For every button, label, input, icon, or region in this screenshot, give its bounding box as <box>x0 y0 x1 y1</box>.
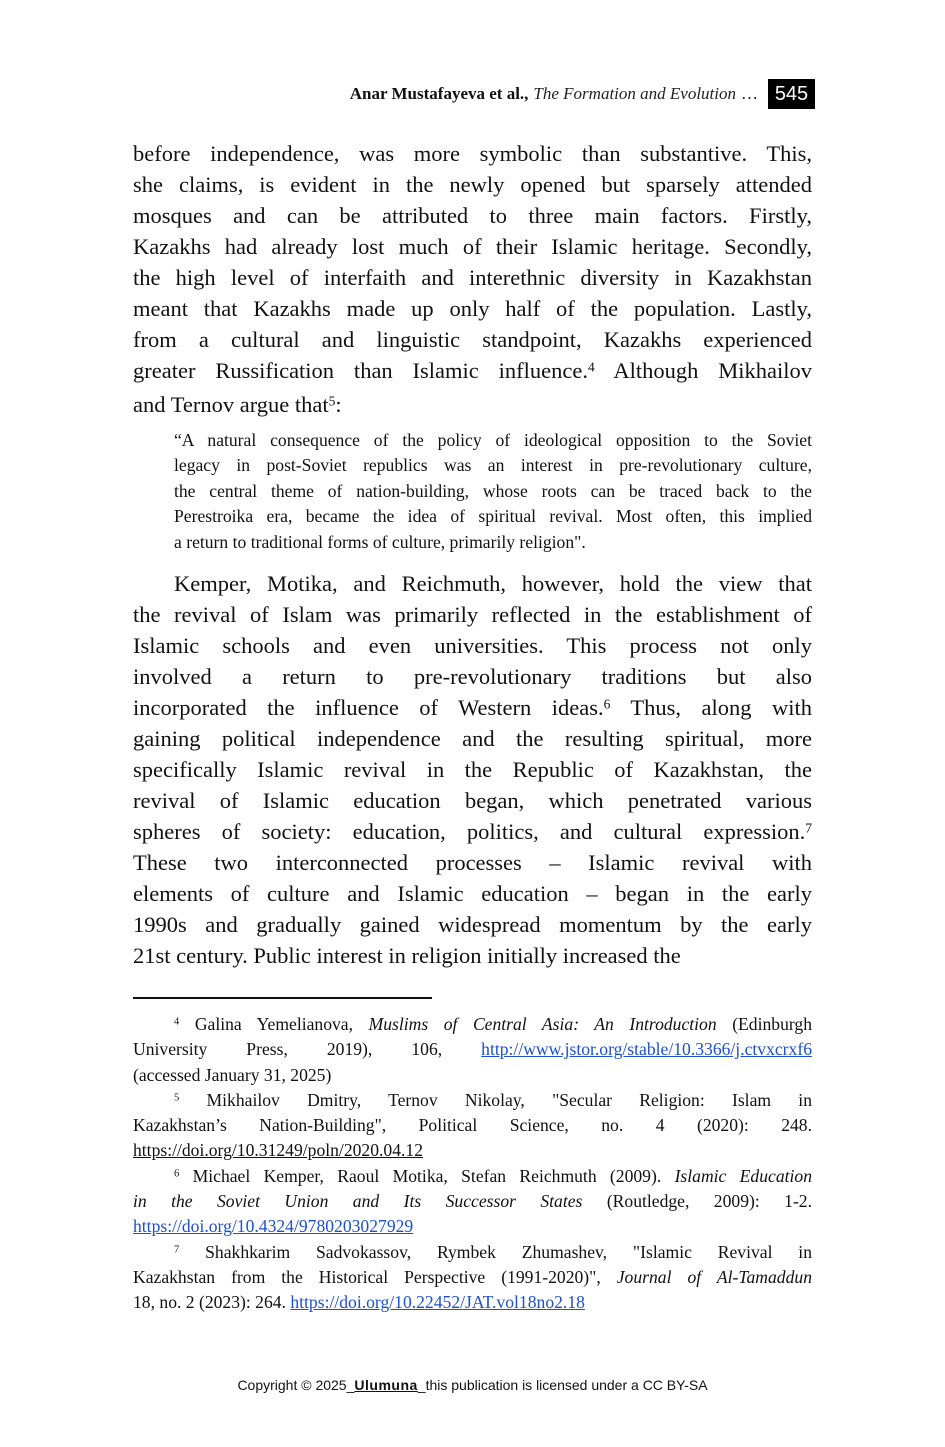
footnote <box>133 1164 812 1240</box>
text: (Routledge, 2009): 1-2. <box>582 1191 812 1212</box>
copyright-footer <box>0 1377 945 1393</box>
text: Kemper, Motika, and Reichmuth, however, hold the view that <box>174 571 812 596</box>
text: from a cultural and linguistic standpoint, Kazakhs experienced <box>133 327 812 352</box>
text: and Ternov argue that <box>133 392 329 417</box>
text: specifically Islamic revival in the Republic of Kazakhstan, the <box>133 757 812 782</box>
text-line <box>133 1138 812 1163</box>
text-line <box>174 428 812 453</box>
text-line <box>133 386 812 424</box>
footer-suffix: _this publication is licensed under a CC BY-SA <box>417 1377 708 1393</box>
text-line <box>133 940 812 971</box>
doi-link[interactable]: https://doi.org/10.22452/JAT.vol18no2.18 <box>290 1292 585 1313</box>
text-line <box>133 200 812 231</box>
footnote <box>133 1088 812 1164</box>
text-line <box>133 816 812 847</box>
doi-link[interactable]: https://doi.org/10.31249/poln/2020.04.12 <box>133 1140 423 1161</box>
text: “A natural consequence of the policy of ideological opposition to the Soviet <box>174 430 812 450</box>
text-line <box>133 1265 812 1290</box>
journal-logo: Ulumuna <box>354 1377 418 1393</box>
footnote-ref: 5 <box>328 393 336 409</box>
text: gaining political independence and the resulting spiritual, more <box>133 726 812 751</box>
text-line <box>133 138 812 169</box>
italic-text: Journal of Al-Tamaddun <box>616 1266 812 1287</box>
text: mosques and can be attributed to three main factors. Firstly, <box>133 203 812 228</box>
footnote-ref: 4 <box>174 1016 180 1028</box>
footnote-separator <box>133 997 432 999</box>
footnote-ref: 7 <box>805 820 812 836</box>
footnotes <box>133 1012 812 1316</box>
text-line <box>133 293 812 324</box>
block-quote <box>174 428 812 555</box>
footer-prefix: Copyright © 2025_ <box>237 1377 355 1393</box>
text-line <box>133 355 812 386</box>
text: 21st century. Public interest in religion initially increased the <box>133 943 681 968</box>
running-header <box>350 79 758 109</box>
text: she claims, is evident in the newly opened but sparsely attended <box>133 172 812 197</box>
page-number: 545 <box>768 79 815 109</box>
text-line <box>133 1240 812 1265</box>
text-line <box>133 1012 812 1037</box>
text: Michael Kemper, Raoul Motika, Stefan Reichmuth (2009). <box>179 1165 675 1186</box>
header-author: Anar Mustafayeva et al., <box>349 84 529 103</box>
text: Islamic schools and even universities. This process not only <box>133 633 812 658</box>
text-line <box>133 262 812 293</box>
footnote <box>133 1012 812 1088</box>
text: the high level of interfaith and interethnic diversity in Kazakhstan <box>133 265 812 290</box>
text-line <box>133 785 812 816</box>
footnote-ref: 4 <box>587 359 595 375</box>
text: 1990s and gradually gained widespread momentum by the early <box>133 912 812 937</box>
text: 18, no. 2 (2023): 264. <box>133 1292 291 1313</box>
text: Perestroika era, became the idea of spiritual revival. Most often, this implied <box>174 506 812 527</box>
text: Kazakhstan’s Nation-Building", Political Science, no. 4 (2020): 248. <box>133 1115 812 1136</box>
text-line <box>133 231 812 262</box>
text: Although Mikhailov <box>594 358 812 383</box>
footnote-ref: 6 <box>174 1168 180 1180</box>
text: the central theme of nation-building, whose roots can be traced back to the <box>174 480 812 501</box>
italic-text: Islamic Education <box>674 1165 812 1186</box>
text: meant that Kazakhs made up only half of the population. Lastly, <box>133 296 812 321</box>
header-title: The Formation and Evolution <box>533 84 736 103</box>
text-line <box>133 878 812 909</box>
text-line <box>133 1290 812 1315</box>
text-line <box>133 1189 812 1214</box>
text-line <box>133 568 812 599</box>
footnote-ref: 7 <box>174 1244 180 1256</box>
text: Galina Yemelianova, <box>179 1014 369 1034</box>
text-line <box>133 1063 812 1088</box>
text: spheres of society: education, politics, and cultural expression. <box>133 819 806 844</box>
text: These two interconnected processes – Islamic revival with <box>133 850 812 875</box>
text-line <box>133 324 812 355</box>
text-line <box>174 530 812 555</box>
text: Mikhailov Dmitry, Ternov Nikolay, "Secular Religion: Islam in <box>179 1089 812 1110</box>
doi-link[interactable]: https://doi.org/10.4324/9780203027929 <box>133 1216 414 1237</box>
footnote-ref: 5 <box>174 1092 180 1104</box>
text-line <box>133 754 812 785</box>
text-line <box>174 504 812 529</box>
text-line <box>133 1037 812 1062</box>
text-line <box>133 1214 812 1239</box>
text-line <box>133 909 812 940</box>
text: a return to traditional forms of culture, primarily religion". <box>174 531 586 552</box>
doi-link[interactable]: http://www.jstor.org/stable/10.3366/j.ctvxcrxf6 <box>481 1039 812 1060</box>
text-line <box>133 692 812 723</box>
text: (Edinburgh <box>716 1014 813 1034</box>
text: revival of Islamic education began, which penetrated various <box>133 788 812 813</box>
text: Kazakhs had already lost much of their Islamic heritage. Secondly, <box>133 234 812 259</box>
text: greater Russification than Islamic influence. <box>133 358 588 383</box>
text: elements of culture and Islamic education – began in the early <box>133 881 812 906</box>
text: before independence, was more symbolic than substantive. This, <box>133 141 812 166</box>
text: Thus, along with <box>610 695 812 720</box>
text: : <box>335 392 342 417</box>
text: University Press, 2019), 106, <box>133 1039 482 1060</box>
text: legacy in post-Soviet republics was an interest in pre-revolutionary culture, <box>174 455 812 476</box>
text: Shakhkarim Sadvokassov, Rymbek Zhumashev, "Islamic Revival in <box>179 1241 812 1262</box>
header-ellipsis: … <box>741 84 758 103</box>
text-line <box>133 169 812 200</box>
text: Kazakhstan from the Historical Perspective (1991-2020)", <box>133 1266 617 1287</box>
text-line <box>133 1113 812 1138</box>
text-line <box>133 1088 812 1113</box>
text-line <box>133 630 812 661</box>
text-line <box>133 847 812 878</box>
text-line <box>133 599 812 630</box>
text-line <box>133 723 812 754</box>
footnote-ref: 6 <box>603 696 611 712</box>
text-line <box>133 1164 812 1189</box>
body-paragraph-1 <box>133 138 812 424</box>
text: (accessed January 31, 2025) <box>133 1064 332 1085</box>
text-line <box>133 661 812 692</box>
text-line <box>174 479 812 504</box>
body-paragraph-2 <box>133 568 812 971</box>
text: the revival of Islam was primarily reflected in the establishment of <box>133 602 812 627</box>
text-line <box>174 453 812 478</box>
footnote <box>133 1240 812 1316</box>
italic-text: in the Soviet Union and Its Successor States <box>133 1191 583 1212</box>
italic-text: Muslims of Central Asia: An Introduction <box>368 1014 717 1034</box>
text: incorporated the influence of Western ideas. <box>133 695 604 720</box>
text: involved a return to pre-revolutionary traditions but also <box>133 664 812 689</box>
